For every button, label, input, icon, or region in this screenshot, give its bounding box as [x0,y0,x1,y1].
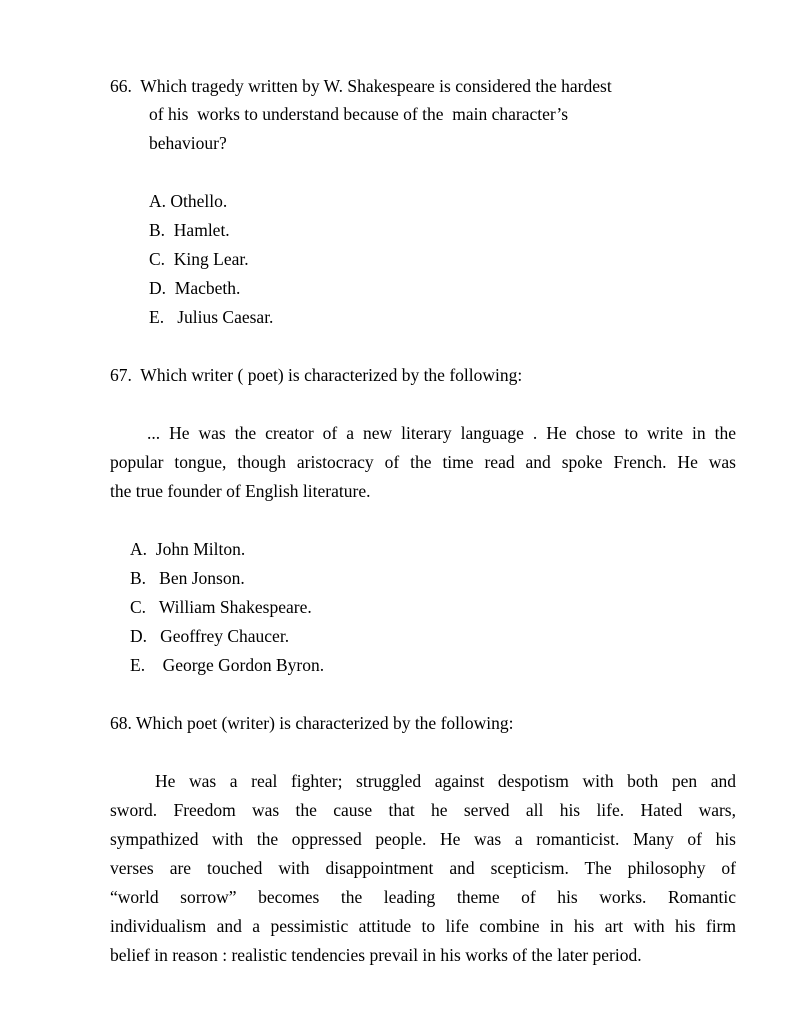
q67-option-a: A. John Milton. [130,539,246,559]
q68-paragraph-line-1: He was a real fighter; struggled against despotism with both pen and [155,771,736,791]
q66-option-a: A. Othello. [149,191,228,211]
q67-option-d: D. Geoffrey Chaucer. [130,626,290,646]
q68-paragraph-line-2: sword. Freedom was the cause that he served all his life. Hated wars, [110,800,736,820]
q68-paragraph-line-6: individualism and a pessimistic attitude to life combine in his art with his firm [110,916,736,936]
q67-option-b: B. Ben Jonson. [130,568,245,588]
q67-option-c: C. William Shakespeare. [130,597,312,617]
q68-paragraph-line-5: “world sorrow” becomes the leading theme of his works. Romantic [110,887,736,907]
q66-question-line-3: behaviour? [149,133,227,153]
q67-paragraph-line-2: popular tongue, though aristocracy of the time read and spoke French. He was [110,452,736,472]
q66-option-e: E. Julius Caesar. [149,307,274,327]
q66-question-line-1: 66. Which tragedy written by W. Shakespeare is considered the hardest [110,76,612,96]
q67-paragraph-line-1: ... He was the creator of a new literary language . He chose to write in the [147,423,736,443]
q67-paragraph-line-3: the true founder of English literature. [110,481,371,501]
q66-option-d: D. Macbeth. [149,278,241,298]
q67-option-e: E. George Gordon Byron. [130,655,325,675]
q68-paragraph-line-7: belief in reason : realistic tendencies prevail in his works of the later period. [110,945,642,965]
q66-option-c: C. King Lear. [149,249,249,269]
q68-paragraph-line-3: sympathized with the oppressed people. He was a romanticist. Many of his [110,829,736,849]
q68-paragraph-line-4: verses are touched with disappointment and scepticism. The philosophy of [110,858,736,878]
q66-question-line-2: of his works to understand because of the main character’s [149,104,569,124]
q66-option-b: B. Hamlet. [149,220,230,240]
q68-question: 68. Which poet (writer) is characterized by the following: [110,713,514,733]
q67-question: 67. Which writer ( poet) is characterized by the following: [110,365,523,385]
